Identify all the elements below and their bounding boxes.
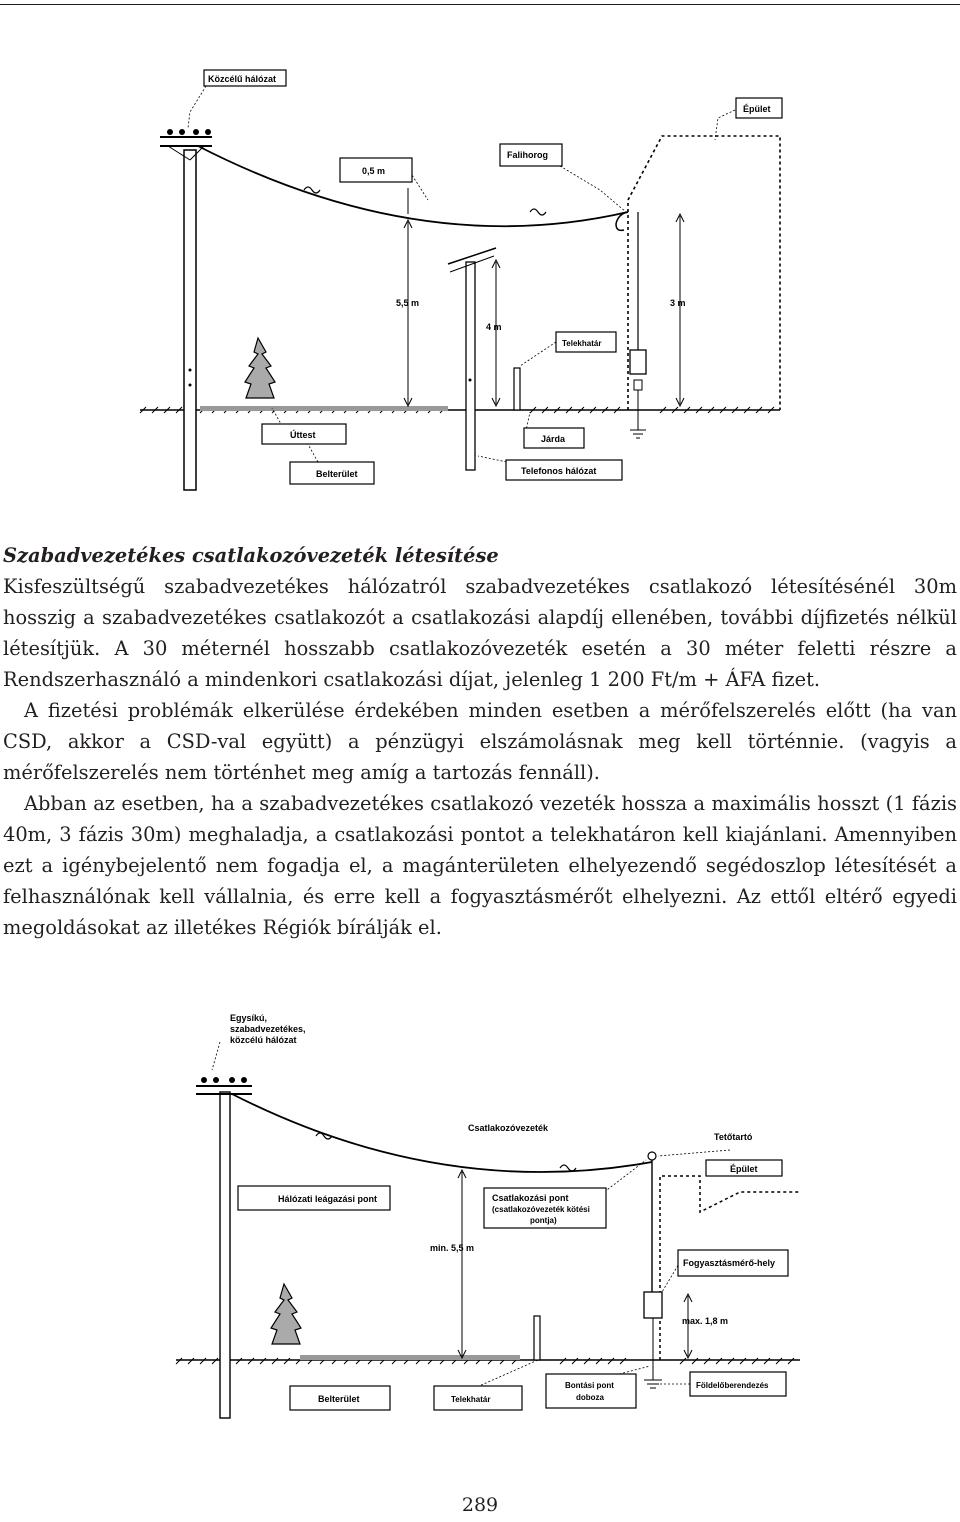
tree-icon [245, 338, 275, 398]
label-egysiku-3: közcélú hálózat [230, 1035, 297, 1045]
paragraph-1: Kisfeszültségű szabadvezetékes hálózatról szabadvezetékes csatlakozó létesítésénél 30m hosszig a szabadvezetékes csatlakozót a csatlakozási alapdíj ellenében, további díjfizetés nélkül létesítjük. A 30 méternél hosszabb csatlakozóvezeték esetén a 30 méter feletti részre a Rendszerhasználó a mindenkori csatlakozási díjat, jelenleg 1 200 Ft/m + ÁFA fizet. [3, 575, 957, 691]
service-line [198, 146, 628, 226]
paragraph-3: Abban az esetben, ha a szabadvezetékes csatlakozó vezeték hossza a maximális hosszt (1 fázis 40m, 3 fázis 30m) meghaladja, a csatlakozási pontot a telekhatáron kell kiajánlani. Amennyiben ezt a igénybejelentő nem fogadja el, a magánterületen elhelyezendő segédoszlop létesítését a felhasználónak kell vállalnia, és erre kell a fogyasztásmérőt elhelyezni. Az ettől eltérő egyedi megoldásokat az illetékes Régiók bírálják el. [3, 792, 957, 939]
label-height-5-5m: 5,5 m [396, 298, 420, 308]
tree-icon [271, 1284, 301, 1344]
svg-text:Telekhatár: Telekhatár [451, 1395, 491, 1404]
svg-text:Földelőberendezés: Földelőberendezés [696, 1381, 769, 1390]
svg-text:(csatlakozóvezeték kötési: (csatlakozóvezeték kötési [492, 1205, 590, 1214]
label-epulet [736, 98, 782, 118]
svg-text:Épület: Épület [743, 104, 771, 114]
label-min-5-5m: min. 5,5 m [430, 1243, 475, 1253]
label-belterulet-2 [290, 1386, 390, 1410]
label-uttest [262, 424, 346, 444]
ground-line [140, 406, 780, 413]
svg-text:Telekhatár: Telekhatár [562, 339, 602, 348]
svg-text:0,5 m: 0,5 m [362, 166, 386, 176]
svg-text:doboza: doboza [576, 1393, 604, 1402]
body-text [3, 540, 957, 943]
meter-box [630, 350, 646, 374]
svg-text:Épület: Épület [730, 1164, 758, 1174]
svg-text:Hálózati leágazási pont: Hálózati leágazási pont [278, 1194, 378, 1204]
paragraph-2: A fizetési problémák elkerülése érdekében minden esetben a mérőfelszerelés előtt (ha van CSD, akkor a CSD-val együtt) a pénzügyi elszámolásnak meg kell történnie. (vagyis a mérőfelszerelés nem történhet meg amíg a tartozás fennáll). [3, 699, 957, 784]
building-outline [628, 136, 780, 410]
label-telekhatar-2 [434, 1386, 522, 1410]
label-bontasi-pont-doboza [546, 1374, 636, 1408]
distribution-pole [160, 129, 212, 490]
svg-text:Belterület: Belterület [316, 469, 358, 479]
ground-line-2 [176, 1355, 800, 1364]
label-kozcelu-halozat [204, 70, 286, 86]
meter-box-2 [644, 1292, 662, 1318]
svg-text:Közcélű hálózat: Közcélű hálózat [208, 74, 277, 84]
label-max-1-8m: max. 1,8 m [682, 1316, 729, 1326]
label-csatlakozasi-pont [484, 1188, 606, 1228]
svg-text:Falihorog: Falihorog [507, 150, 548, 160]
label-telekhatar [556, 332, 616, 352]
label-epulet-2 [706, 1160, 782, 1176]
overhead-connection-diagram [0, 0, 960, 500]
page-number: 289 [461, 1494, 499, 1516]
label-foldeloberendezes [690, 1372, 786, 1396]
svg-text:Úttest: Úttest [290, 430, 316, 440]
svg-text:Fogyasztásmérő-hely: Fogyasztásmérő-hely [683, 1258, 776, 1268]
label-height-4m: 4 m [486, 322, 502, 332]
label-belterulet [290, 462, 374, 484]
svg-text:Telefonos hálózat: Telefonos hálózat [521, 466, 597, 476]
label-fogyasztasmero-hely [678, 1250, 788, 1276]
label-falihorog [500, 144, 562, 166]
svg-text:Járda: Járda [541, 434, 566, 444]
connection-point-diagram [0, 1000, 960, 1430]
svg-text:Csatlakozási pont: Csatlakozási pont [492, 1193, 569, 1203]
label-egysiku-2: szabadvezetékes, [230, 1024, 306, 1034]
label-tetotarto: Tetőtartó [714, 1132, 753, 1142]
label-height-3m: 3 m [670, 298, 686, 308]
property-line-post [514, 368, 520, 410]
label-sag-0-5m [340, 158, 412, 182]
svg-text:Belterület: Belterület [318, 1394, 360, 1404]
property-line-post-2 [534, 1316, 540, 1360]
telephone-pole [448, 248, 496, 470]
service-line-2 [232, 1094, 652, 1172]
svg-text:Bontási pont: Bontási pont [565, 1381, 614, 1390]
label-halozati-leagazasi-pont [238, 1186, 390, 1210]
label-egysiku-1: Egysíkú, [230, 1013, 268, 1023]
label-csatlakozovezetek: Csatlakozóvezeték [468, 1123, 549, 1133]
label-jarda [524, 428, 584, 448]
label-telefonos-halozat [506, 460, 622, 480]
section-heading: Szabadvezetékes csatlakozóvezeték létesítése [3, 544, 499, 567]
svg-text:pontja): pontja) [530, 1216, 557, 1225]
distribution-pole-2 [196, 1077, 252, 1418]
